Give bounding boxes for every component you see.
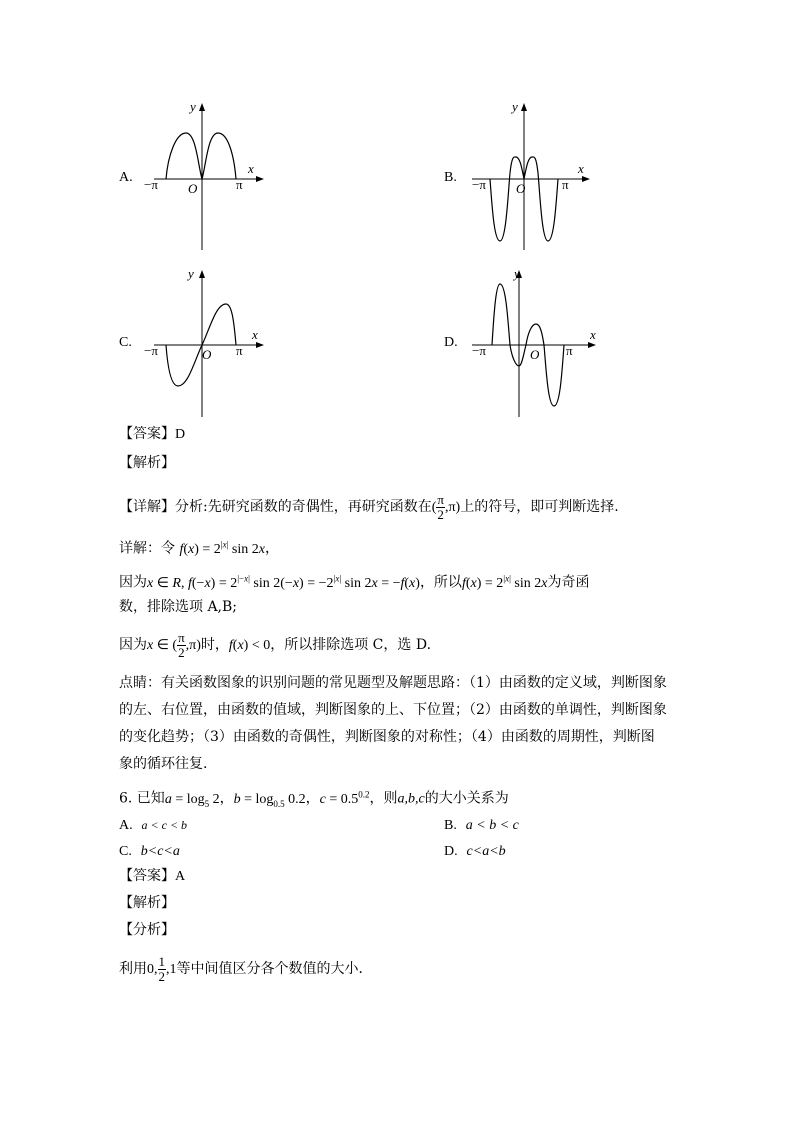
graph-b-neg-pi: −π — [472, 177, 486, 192]
graph-c-y-arrow — [199, 270, 205, 278]
option-c-letter: C. — [119, 335, 132, 350]
q5-line5-mid: 时， — [200, 637, 229, 653]
graph-b-pos-pi: π — [562, 177, 569, 192]
q5-analysis-tag: 【解析】 — [119, 455, 175, 471]
q5-line4: 数，排除选项 A,B; — [119, 599, 238, 615]
option-d-letter: D. — [444, 335, 458, 350]
option-b-letter: B. — [444, 170, 457, 185]
q5-line5-suffix: ，所以排除选项 C，选 D. — [270, 637, 432, 653]
graph-a-y-arrow — [199, 103, 205, 111]
graph-c-x-label: x — [252, 327, 258, 342]
q6-solution-line: 利用0, $\frac{1}{2}$ ,1等中间值区分各个数值的大小． — [119, 953, 373, 984]
q6-abc: a,b,c — [397, 791, 425, 807]
q6-analysis-tag: 【解析】 — [119, 895, 175, 911]
q6-option-c[interactable]: C. b<c<a — [119, 844, 180, 859]
q5-pi-half-fraction: $\frac{\pi}{2}$ — [437, 491, 444, 522]
graph-c-neg-pi: −π — [144, 343, 158, 358]
graph-d — [462, 262, 602, 422]
graph-c-pos-pi: π — [236, 343, 243, 358]
q6-def-a: $a = \log_5 2$ — [164, 791, 220, 809]
q5-answer-line — [119, 424, 185, 445]
graph-d-x-arrow — [588, 342, 596, 348]
q5-negative-condition: f(x) < 0 — [228, 638, 271, 653]
graph-a-curve — [166, 133, 236, 179]
graph-d-x-label: x — [590, 327, 596, 342]
graph-b — [462, 95, 597, 255]
q5-detail-mid: 上的符号，即可判断选择. — [460, 499, 619, 515]
graph-a-origin: O — [188, 181, 198, 196]
q6-option-a[interactable]: A. a < c < b — [119, 818, 188, 833]
q5-odd-derivation: x ∈ R, $f(-x) = 2^{|-x|}$ $\sin 2(-x) = -2^{|x|}$ sin 2x = −f(x) — [147, 573, 420, 591]
q6-def-c: $c = 0.5^{0.2}$ — [319, 789, 370, 807]
q6-answer-value: A — [175, 869, 186, 884]
graph-c — [140, 262, 270, 422]
graph-a-pos-pi: π — [236, 177, 243, 192]
q6-question: 6. 已知$a = \log_5 2$，$b = \log_{0.5} 0.2$，$c = 0.5^{0.2}$，则a,b,c的大小关系为 — [119, 789, 509, 809]
graph-a-x-arrow — [256, 176, 264, 182]
q6-answer-tag: 【答案】 — [119, 868, 175, 884]
graph-b-origin: O — [516, 181, 526, 196]
graph-c-y-label: y — [188, 266, 194, 281]
q5-function-repeat: $f(x) = 2^{|x|}$ sin 2x — [461, 573, 548, 591]
q6-number: 6. 已知 — [119, 790, 165, 807]
graph-a — [140, 95, 270, 255]
q5-line3-suffix: 为奇函 — [547, 574, 590, 591]
graph-d-origin: O — [530, 347, 540, 362]
q6-def-b: $b = \log_{0.5} 0.2$ — [233, 791, 306, 809]
q6-option-b[interactable]: B. a < b < c — [444, 818, 519, 833]
graph-d-y-label: y — [514, 266, 520, 281]
graph-b-x-arrow — [582, 176, 590, 182]
q6-half-fraction: $\frac{1}{2}$ — [158, 953, 165, 984]
q5-detail-line: 【详解】分析:先研究函数的奇偶性，再研究函数在( $\frac{\pi}{2}$ ,π)上的符号，即可判断选择. — [119, 491, 619, 522]
q5-note-line-1: 点睛：有关函数图象的识别问题的常见题型及解题思路：（1）由函数的定义域，判断图象 — [119, 675, 667, 691]
q5-line3-prefix: 因为 — [119, 574, 147, 591]
q6-answer-line — [119, 866, 185, 887]
graph-d-pos-pi: π — [566, 343, 573, 358]
q5-function-def: $f(x) = 2^{|x|}$ sin 2x — [179, 539, 265, 557]
graph-c-x-arrow — [256, 342, 264, 348]
graph-d-neg-pi: −π — [472, 343, 486, 358]
q5-answer-value: D — [175, 427, 186, 442]
q5-note-line-3: 的变化趋势；（3）由函数的奇偶性，判断图象的对称性；（4）由函数的周期性，判断图 — [119, 729, 655, 745]
q5-note-line-2: 的左、右位置，由函数的值域，判断图象的上、下位置；（2）由函数的单调性，判断图象 — [119, 702, 667, 718]
q5-line5-prefix: 因为 — [119, 637, 147, 653]
q5-answer-tag: 【答案】 — [119, 426, 175, 442]
option-a-letter: A. — [119, 170, 133, 185]
q5-detail2-line: 详解：令 $f(x) = 2^{|x|}$ sin 2x， — [119, 539, 279, 557]
q5-line3-mid: ，所以 — [419, 574, 462, 591]
q5-note-line-4: 象的循环往复. — [119, 756, 208, 772]
q5-detail-tag: 【详解】 — [119, 499, 175, 515]
graph-a-neg-pi: −π — [144, 177, 158, 192]
graph-c-origin: O — [202, 347, 212, 362]
q6-fenxi-tag: 【分析】 — [119, 922, 175, 938]
q6-option-d[interactable]: D. c<a<b — [444, 844, 506, 859]
graph-a-x-label: x — [248, 161, 254, 176]
graph-b-y-label: y — [512, 99, 518, 114]
q5-line5: 因为x ∈ ( $\frac{\pi}{2}$ ,π)时，f(x) < 0，所以排除选项 C，选 D. — [119, 629, 432, 660]
graph-a-y-label: y — [190, 99, 196, 114]
graph-b-y-arrow — [521, 103, 527, 111]
q5-detail-intro: 分析:先研究函数的奇偶性，再研究函数在 — [175, 499, 432, 515]
q5-line3 — [119, 568, 589, 594]
q5-detail2-prefix: 详解：令 — [119, 540, 175, 557]
q5-pi-half-fraction-2: $\frac{\pi}{2}$ — [178, 629, 185, 660]
graph-b-x-label: x — [578, 161, 584, 176]
q6-tail: 的大小关系为 — [424, 790, 509, 807]
